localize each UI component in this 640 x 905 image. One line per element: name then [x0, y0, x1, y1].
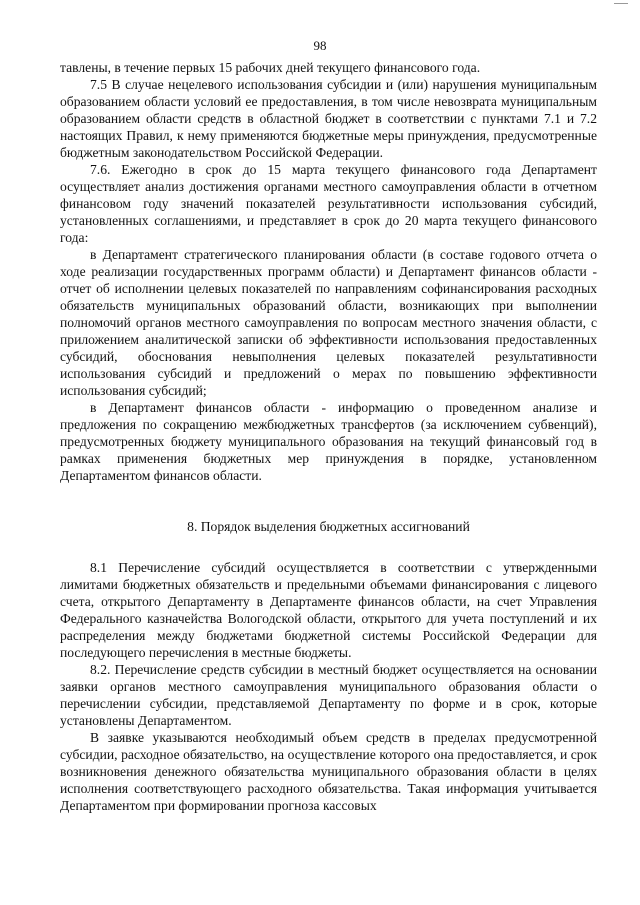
corner-mark [614, 0, 628, 4]
paragraph-finance-department: в Департамент финансов области - информацию о проведенном анализе и предложения по сокращению межбюджетных трансфертов (за исключением субвенций), предусмотренных бюджету муниципального образования на текущий финансовый год в рамках применения бюджетных мер принуждения в порядке, установленном Департаментом финансов области. [60, 400, 597, 483]
paragraph-7-6: 7.6. Ежегодно в срок до 15 марта текущего финансового года Департамент осуществляет анализ достижения органами местного самоуправления области в отчетном финансовом году значений показателей результативности использования субсидий, установленных соглашениями, и представляет в срок до 20 марта текущего финансового года: [60, 162, 597, 245]
paragraph-8-2: 8.2. Перечисление средств субсидии в местный бюджет осуществляется на основании заявки органов местного самоуправления муниципального образования области о перечислении субсидии, представляемой Департаменту по форме и в срок, которые установлены Департаментом. [60, 662, 597, 728]
paragraph-continuation: тавлены, в течение первых 15 рабочих дней текущего финансового года. [60, 60, 481, 75]
paragraph-request: В заявке указываются необходимый объем средств в пределах предусмотренной субсидии, расходное обязательство, на осуществление которого она предоставляется, и срок возникновения денежного обязательства муниципального образования области в целях исполнения соответствующего расходного обязательства. Такая информация учитывается Департаментом при формировании прогноза кассовых [60, 730, 597, 813]
page-number: 98 [313, 38, 327, 53]
paragraph-strategic-planning: в Департамент стратегического планирования области (в составе годового отчета о ходе реализации государственных программ области) и Департамент финансов области - отчет об исполнении целевых показателей по направлениям софинансирования расходных обязательств муниципальных образований области, возникающих при выполнении полномочий органов местного самоуправления по вопросам местного значения области, с приложением аналитической записки об эффективности использования предоставленных субсидий, обоснования невыполнения целевых показателей результативности использования субсидий и предложений о мерах по повышению эффективности использования субсидий; [60, 247, 597, 398]
section-heading: 8. Порядок выделения бюджетных ассигнований [187, 519, 470, 534]
paragraph-7-5: 7.5 В случае нецелевого использования субсидии и (или) нарушения муниципальным образованием области условий ее предоставления, в том числе невозврата муниципальным образованием области средств в областной бюджет в соответствии с пунктами 7.1 и 7.2 настоящих Правил, к нему применяются бюджетные меры принуждения, предусмотренные бюджетным законодательством Российской Федерации. [60, 77, 597, 160]
paragraph-8-1: 8.1 Перечисление субсидий осуществляется в соответствии с утвержденными лимитами бюджетных обязательств и предельными объемами финансирования с лицевого счета, открытого Департаменту в Департаменте финансов области, на счет Управления Федерального казначейства Вологодской области, открытого для учета поступлений и их распределения между бюджетами бюджетной системы Российской Федерации для последующего перечисления в местные бюджеты. [60, 560, 597, 660]
document-body [60, 59, 597, 814]
